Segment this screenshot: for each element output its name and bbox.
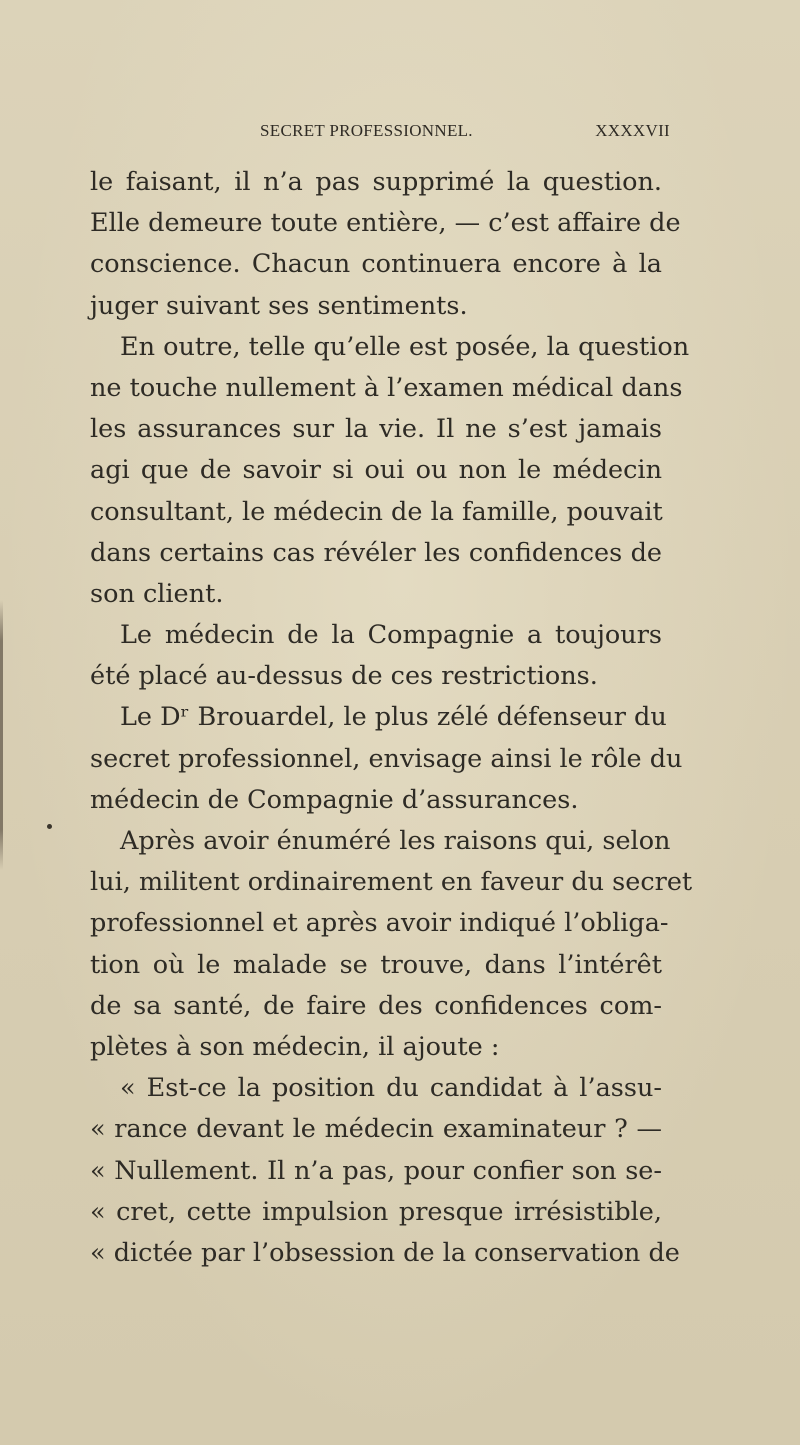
running-head — [90, 121, 670, 147]
text-line: « Est-ce la position du candidat à l’assu- — [120, 1073, 662, 1104]
text-line: son client. — [90, 578, 224, 609]
text-line: En outre, telle qu’elle est posée, la question — [120, 331, 690, 362]
text-line: professionnel et après avoir indiqué l’obliga- — [90, 908, 669, 939]
text-line: médecin de Compagnie d’assurances. — [90, 784, 579, 815]
text-line: de sa santé, de faire des confidences com- — [90, 990, 662, 1021]
text-line: Le Dʳ Brouardel, le plus zélé défenseur du — [120, 702, 667, 733]
body-text — [90, 162, 693, 1274]
text-line: « cret, cette impulsion presque irrésistible, — [90, 1196, 662, 1227]
text-line: juger suivant ses sentiments. — [90, 290, 468, 321]
text-line: les assurances sur la vie. Il ne s’est jamais — [90, 414, 662, 445]
text-line: été placé au-dessus de ces restrictions. — [90, 661, 598, 692]
text-line: « dictée par l’obsession de la conservation de — [90, 1237, 680, 1268]
page-number: XXXXVII — [595, 121, 670, 140]
ink-speck — [47, 824, 52, 829]
text-line: tion où le malade se trouve, dans l’intérêt — [90, 949, 662, 980]
text-line: dans certains cas révéler les confidences de — [90, 537, 662, 568]
text-line: Le médecin de la Compagnie a toujours — [120, 620, 662, 651]
text-line: « rance devant le médecin examinateur ? — — [90, 1114, 662, 1145]
text-line: lui, militent ordinairement en faveur du secret — [90, 867, 693, 898]
text-line: « Nullement. Il n’a pas, pour confier son se- — [90, 1155, 662, 1186]
page-edge-shadow — [0, 600, 3, 870]
text-line: ne touche nullement à l’examen médical dans — [90, 372, 683, 403]
text-line: consultant, le médecin de la famille, pouvait — [90, 496, 663, 527]
text-line: secret professionnel, envisage ainsi le rôle du — [90, 743, 683, 774]
running-head-title: SECRET PROFESSIONNEL. — [260, 121, 473, 140]
text-line: le faisant, il n’a pas supprimé la question. — [90, 167, 662, 197]
text-line: agi que de savoir si oui ou non le médecin — [90, 455, 662, 486]
text-line: Après avoir énuméré les raisons qui, selon — [120, 826, 671, 856]
text-line: conscience. Chacun continuera encore à la — [90, 249, 662, 280]
text-line: Elle demeure toute entière, — c’est affaire de — [90, 208, 681, 239]
text-line: plètes à son médecin, il ajoute : — [90, 1031, 500, 1062]
